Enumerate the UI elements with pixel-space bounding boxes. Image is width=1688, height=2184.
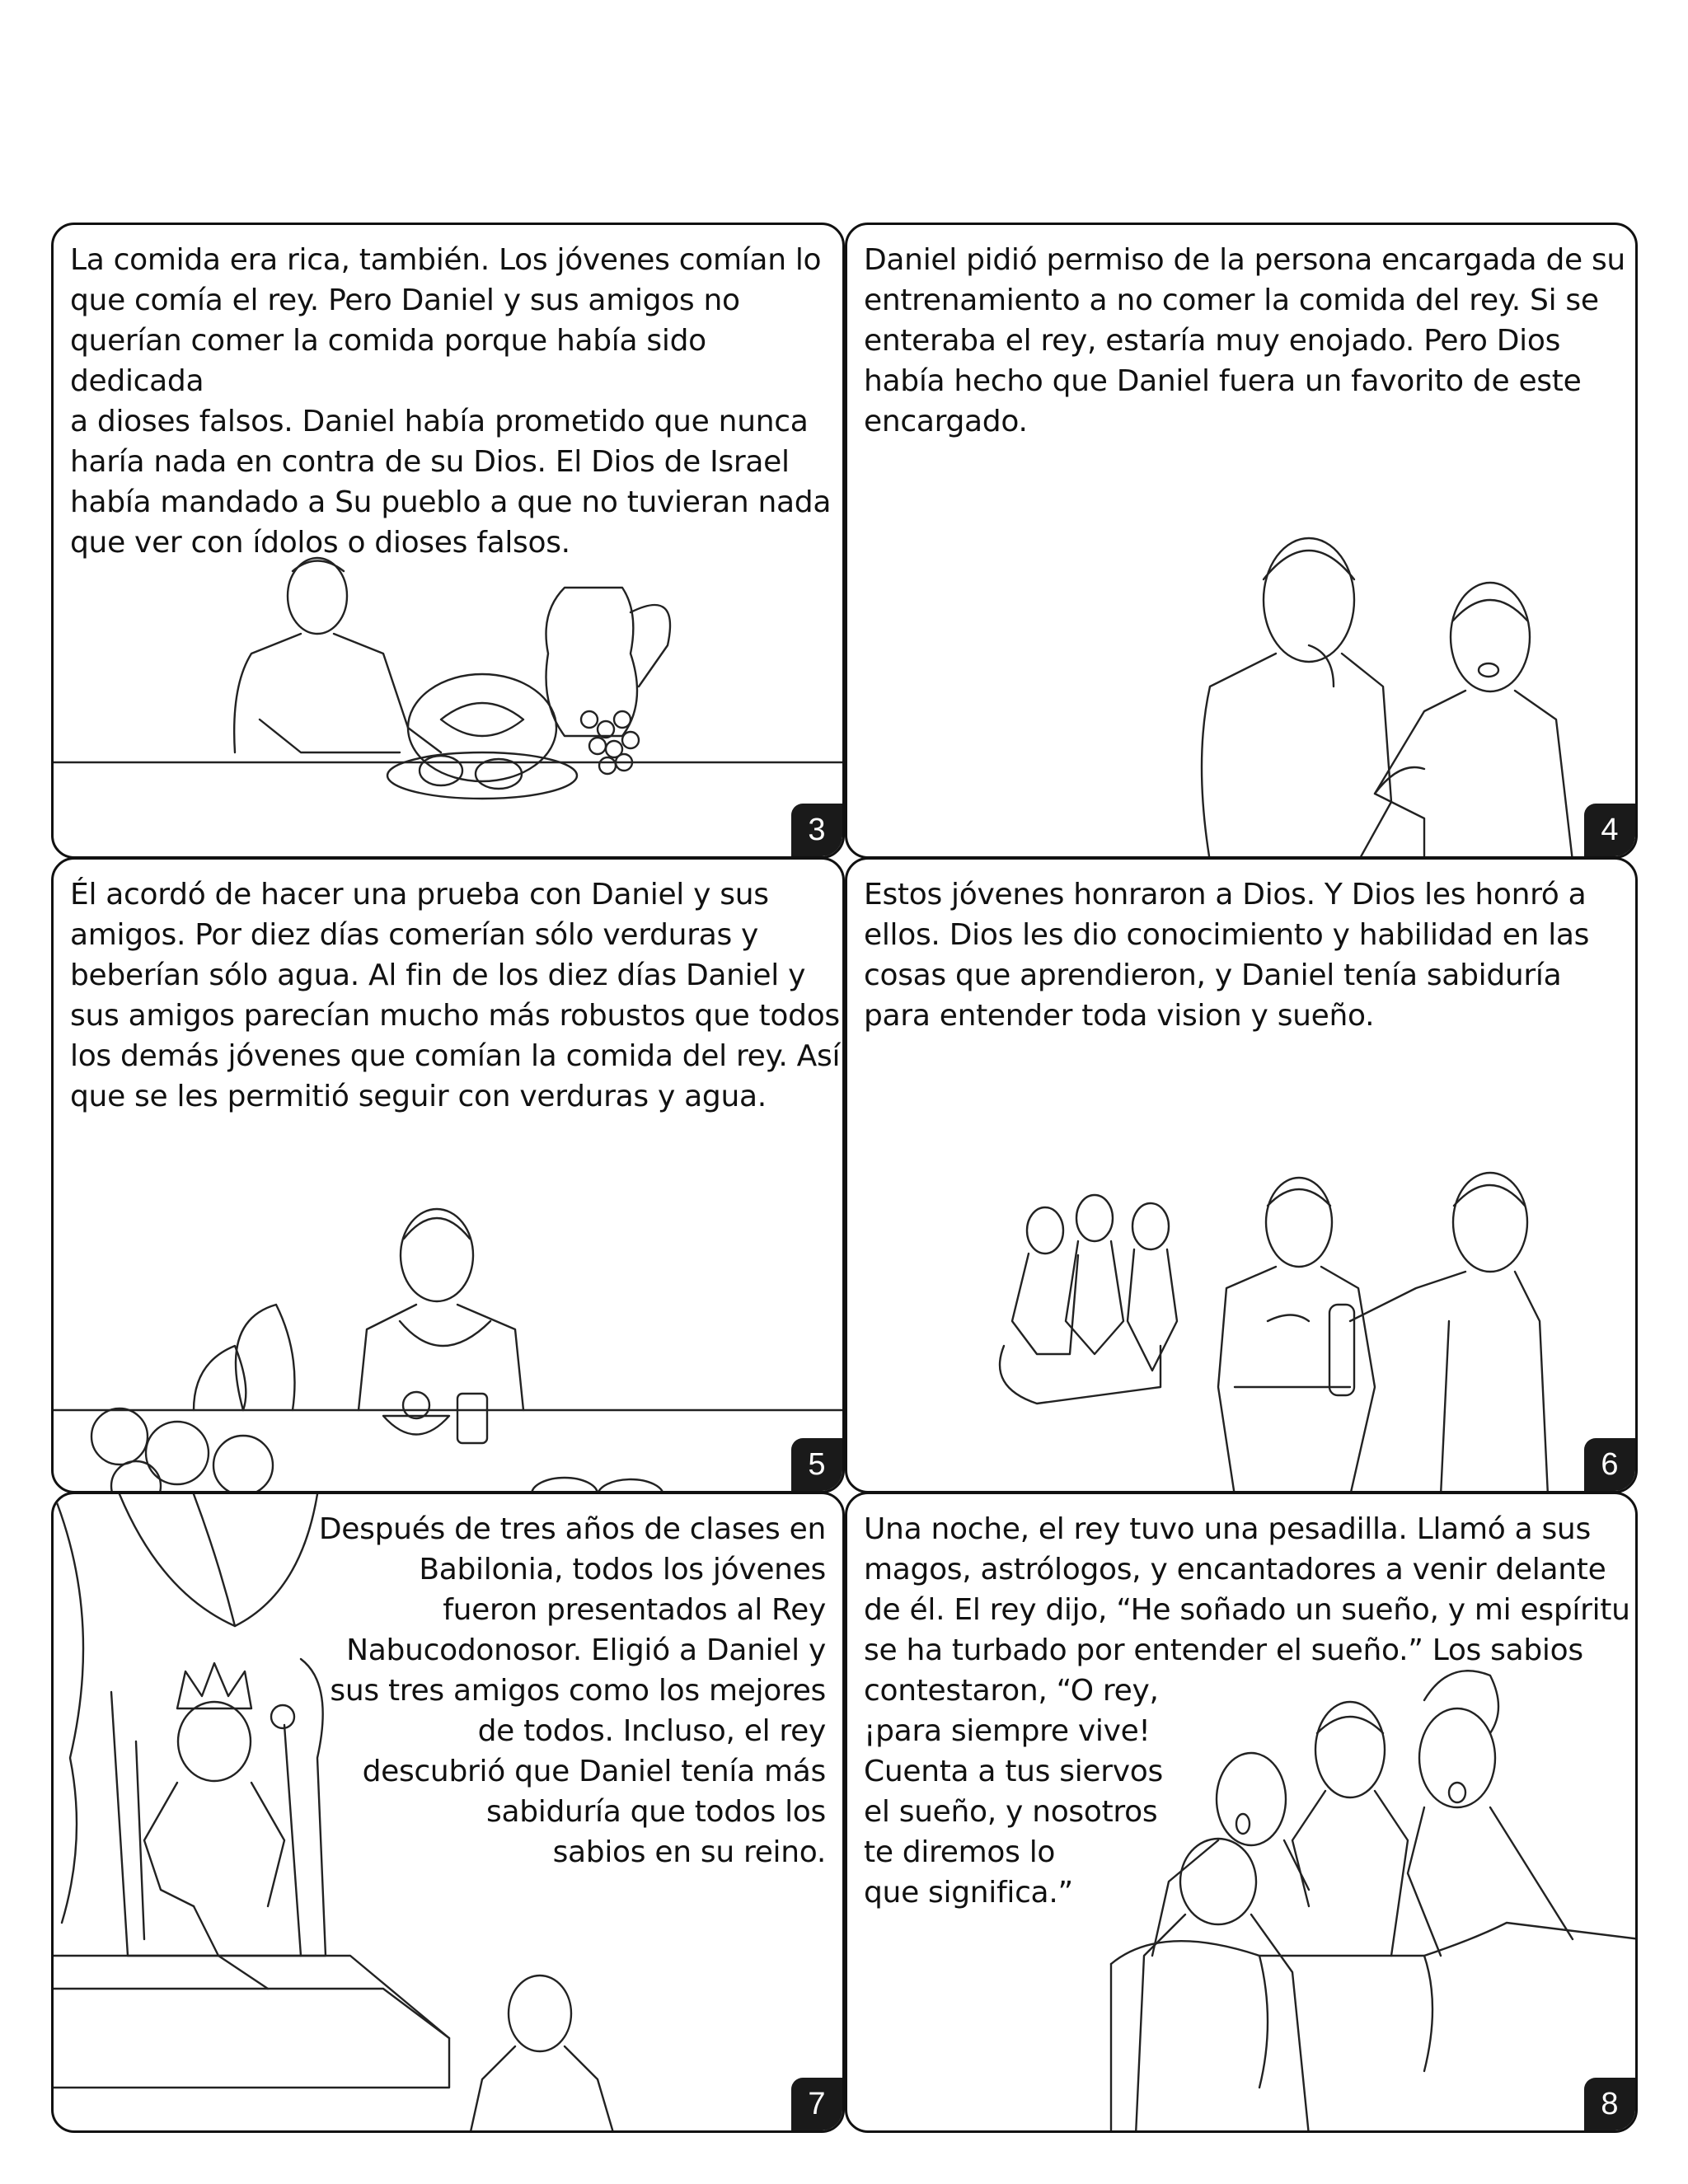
scepter [284,1725,301,1956]
panel-6 [845,857,1638,1493]
panel-4 [845,223,1638,859]
teacher-head [1453,1173,1527,1272]
panel-8 [845,1492,1638,2133]
panel-3-number: 3 [791,804,842,856]
panel-3-text: La comida era rica, también. Los jóvenes comían lo que comía el rey. Pero Daniel y sus amigos no querían comer la comida porque había sido dedicada a dioses falsos. Daniel había prometido que nunca haría nada en contra de su Dios. El Dios de Israel había mandado a Su pueblo a que no tuvieran nada que ver con ídolos o dioses falsos. [70,243,832,560]
young-man-head [509,1975,571,2051]
bread [236,1305,295,1410]
fruit [91,1408,148,1465]
panel-4-number: 4 [1584,804,1635,856]
pitcher [546,588,638,736]
panel-7-number: 7 [791,2078,842,2130]
platform [54,1956,449,2088]
roast [408,674,556,781]
panel-5-text: Él acordó de hacer una prueba con Daniel y sus amigos. Por diez días comerían sólo verduras y beberían sólo agua. Al fin de los diez días Daniel y sus amigos parecían mucho más robustos que todos los demás jóvenes que comían la comida del rey. Así que se les permitió seguir con verduras y agua. [70,878,841,1113]
scroll [1329,1305,1354,1395]
panel-4-text: Daniel pidió permiso de la persona encargada de su entrenamiento a no comer la comida del rey. Si se enteraba el rey, estaría muy enojado. Pero Dios había hecho que Daniel fuera un favorito de este encargado. [864,243,1625,438]
panel-8-text: Una noche, el rey tuvo una pesadilla. Llamó a sus magos, astrólogos, y encantadores a venir delante de él. El rey dijo, “He soñado un sueño, y mi espíritu se ha turbado por entender el sueño.” Los sabios contestaron, “O rey, ¡para siempre vive! Cuenta a tus siervos el sueño, y nosotros te diremos lo que significa.” [864,1512,1630,1910]
panel-7-text: Después de tres años de clases en Babilonia, todos los jóvenes fueron presentados al Rey Nabucodonosor. Eligió a Daniel y sus tres amigos como los mejores de todos. Incluso, el rey descubrió que Daniel tenía más sabiduría que todos los sabios en su reino. [318,1512,826,1869]
panel-6-number: 6 [1584,1438,1635,1491]
panel-5 [51,857,845,1493]
panel-8-number: 8 [1584,2078,1635,2130]
panel-5-number: 5 [791,1438,842,1491]
cup [457,1394,487,1443]
daniel-head [1266,1178,1332,1267]
platter [387,752,577,799]
panel-7 [51,1492,845,2133]
curtain [54,1494,83,1923]
king-head [178,1702,251,1781]
bed [1111,1923,1638,1964]
panel-3 [51,223,845,859]
official-head [1264,538,1354,662]
bench [1000,1346,1160,1404]
young-man-head [401,1209,473,1301]
panel-6-text: Estos jóvenes honraron a Dios. Y Dios les honró a ellos. Dios les dio conocimiento y habilidad en las cosas que aprendieron, y Daniel tenía sabiduría para entender toda vision y sueño. [864,878,1590,1033]
